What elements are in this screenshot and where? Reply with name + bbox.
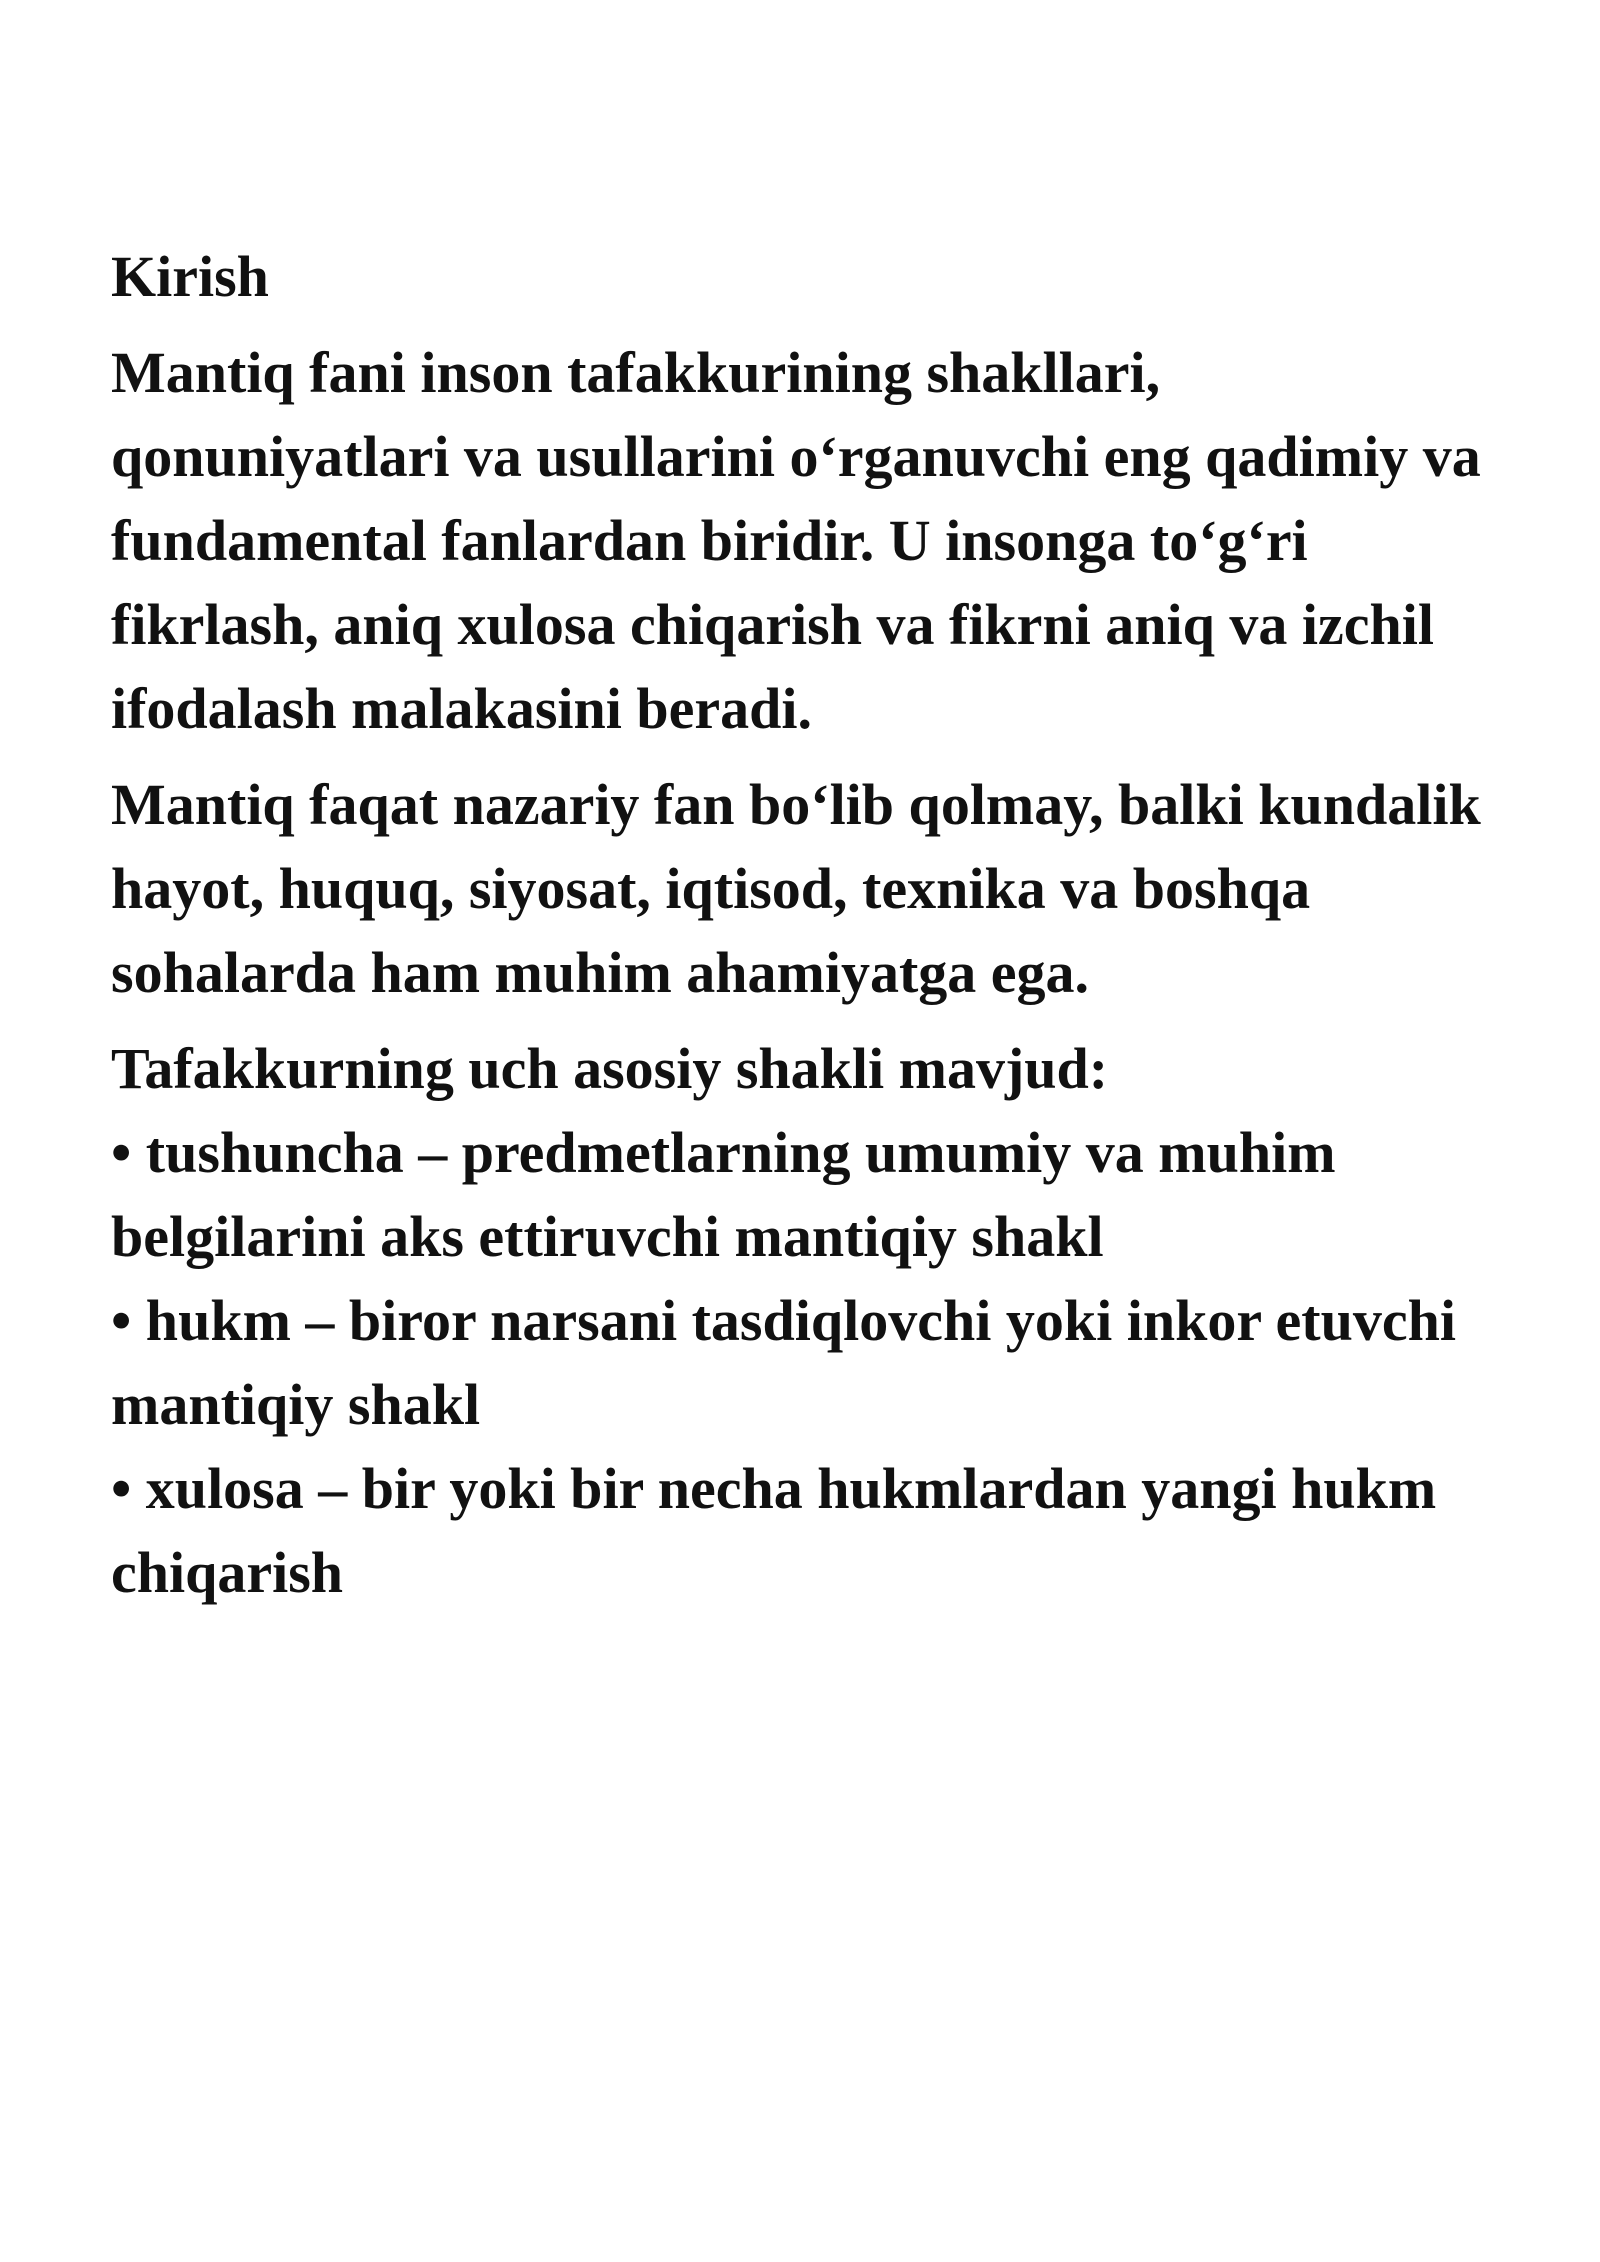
paragraph-application: Mantiq faqat nazariy fan bo‘lib qolmay, balki kundalik hayot, huquq, siyosat, iqtisod, texnika va boshqa sohalarda ham muhim ahamiyatga ega. (111, 772, 1481, 1005)
list-item-hukm: • hukm – biror narsani tasdiqlovchi yoki inkor etuvchi mantiqiy shakl (111, 1288, 1456, 1437)
list-item-xulosa: • xulosa – bir yoki bir necha hukmlardan yangi hukm chiqarish (111, 1456, 1437, 1605)
list-item-tushuncha: • tushuncha – predmetlarning umumiy va muhim belgilarini aks ettiruvchi mantiqiy shakl (111, 1120, 1336, 1269)
section-heading: Kirish (111, 244, 269, 309)
list-intro: Tafakkurning uch asosiy shakli mavjud: (111, 1036, 1109, 1101)
paragraph-intro: Mantiq fani inson tafakkurining shakllari, qonuniyatlari va usullarini o‘rganuvchi eng qadimiy va fundamental fanlardan biridir. U insonga to‘g‘ri fikrlash, aniq xulosa chiqarish va fikrni aniq va izchil ifodalash malakasini beradi. (111, 340, 1481, 741)
document-page (111, 235, 1511, 1615)
